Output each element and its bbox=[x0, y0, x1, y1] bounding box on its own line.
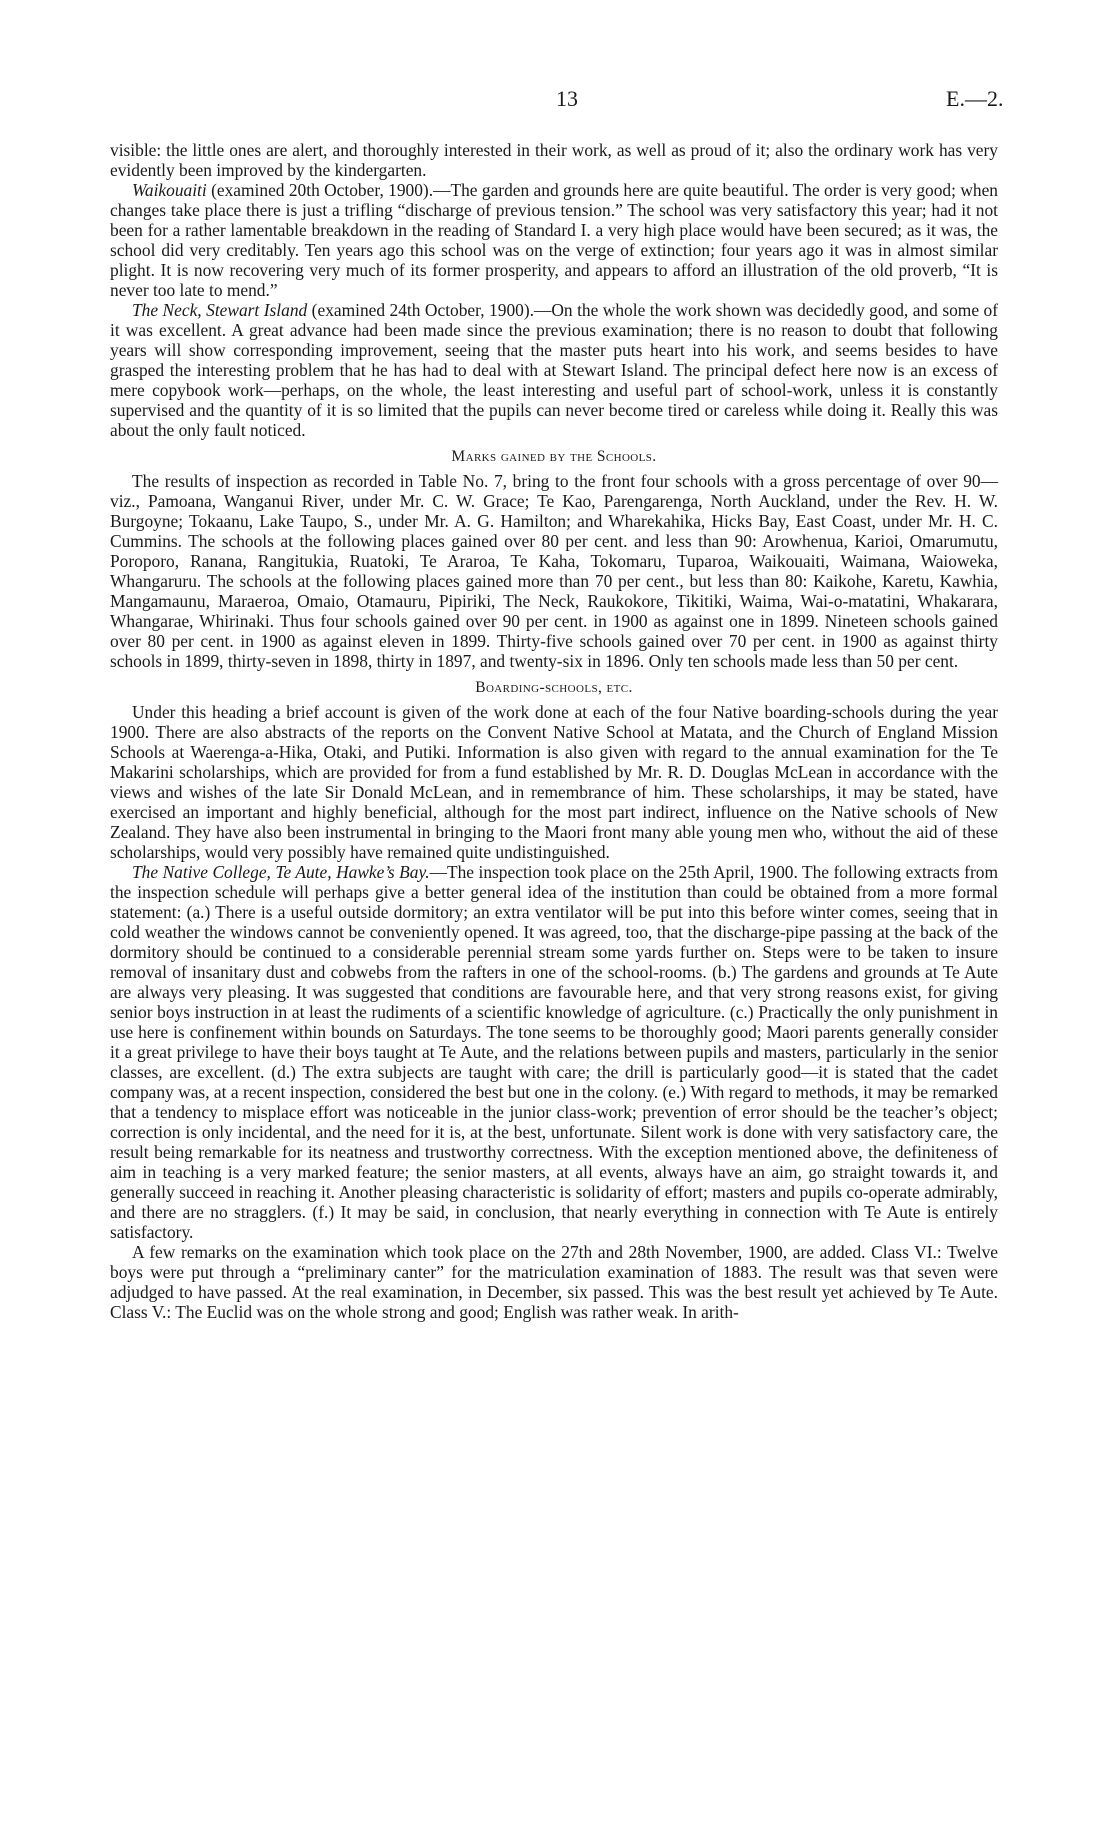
page-number: 13 bbox=[556, 86, 578, 111]
school-name: Waikouaiti bbox=[132, 180, 207, 200]
paragraph-te-aute bbox=[110, 862, 998, 1242]
paragraph-examination: A few remarks on the examination which took place on the 27th and 28th November, 1900, are added. Class VI.: Twelve boys were put through a “preliminary canter” for the matriculation examination of 1883. The result was that seven were adjudged to have passed. At the real examination, in December, six passed. This was the best result yet achieved by Te Aute. Class V.: The Euclid was on the whole strong and good; English was rather weak. In arith- bbox=[110, 1242, 998, 1322]
paragraph-text: (examined 24th October, 1900).—On the whole the work shown was decidedly good, and some of it was excellent. A great advance had been made since the previous examination; there is no reason to doubt that following years will show corresponding improvement, seeing that the master puts heart into his work, and seems besides to have grasped the interesting problem that he has had to deal with at Stewart Island. The principal defect here now is an excess of mere copybook work—perhaps, on the whole, the least interesting and useful part of school-work, unless it is constantly supervised and the quantity of it is so limited that the pupils can never become tired or careless while doing it. Really this was about the only fault noticed. bbox=[110, 300, 998, 440]
paragraph-continuation: visible: the little ones are alert, and thoroughly interested in their work, as well as proud of it; also the ordinary work has very evidently been improved by the kindergarten. bbox=[110, 140, 998, 180]
body-text bbox=[110, 140, 998, 1322]
section-heading-marks: Marks gained by the Schools. bbox=[451, 448, 657, 465]
paragraph-marks: The results of inspection as recorded in Table No. 7, bring to the front four schools with a gross percentage of over 90—viz., Pamoana, Wanganui River, under Mr. C. W. Grace; Te Kao, Parengarenga, North Auckland, under the Rev. H. W. Burgoyne; Tokaanu, Lake Taupo, S., under Mr. A. G. Hamilton; and Wharekahika, Hicks Bay, East Coast, under Mr. H. C. Cummins. The schools at the following places gained over 80 per cent. and less than 90: Arowhenua, Karioi, Omarumutu, Poroporo, Ranana, Rangitukia, Ruatoki, Te Araroa, Te Kaha, Tokomaru, Tuparoa, Waikouaiti, Waimana, Waioweka, Whangaruru. The schools at the following places gained more than 70 per cent., but less than 80: Kaikohe, Karetu, Kawhia, Mangamaunu, Maraeroa, Omaio, Otamauru, Pipiriki, The Neck, Raukokore, Tikitiki, Waima, Wai-o-matatini, Whakarara, Whangarae, Whirinaki. Thus four schools gained over 90 per cent. in 1900 as against one in 1899. Nineteen schools gained over 80 per cent. in 1900 as against eleven in 1899. Thirty-five schools gained over 70 per cent. in 1900 as against thirty schools in 1899, thirty-seven in 1898, thirty in 1897, and twenty-six in 1896. Only ten schools made less than 50 per cent. bbox=[110, 471, 998, 671]
document-code: E.—2. bbox=[946, 86, 1004, 111]
school-name: The Native College, Te Aute, Hawke’s Bay. bbox=[132, 862, 430, 882]
section-heading-boarding-schools: Boarding-schools, etc. bbox=[475, 679, 633, 696]
paragraph-boarding-schools: Under this heading a brief account is given of the work done at each of the four Native boarding-schools during the year 1900. There are also abstracts of the reports on the Convent Native School at Matata, and the Church of England Mission Schools at Waerenga-a-Hika, Otaki, and Putiki. Information is also given with regard to the annual examination for the Te Makarini scholarships, which are provided for from a fund established by Mr. R. D. Douglas McLean in accordance with the views and wishes of the late Sir Donald McLean, and in remembrance of him. These scholarships, it may be stated, have exercised an important and highly beneficial, although for the most part indirect, influence on the Native schools of New Zealand. They have also been instrumental in bringing to the Maori front many able young men who, without the aid of these scholarships, would very possibly have remained quite undistinguished. bbox=[110, 702, 998, 862]
paragraph-waikouaiti bbox=[110, 180, 998, 300]
school-name: The Neck, Stewart Island bbox=[132, 300, 308, 320]
paragraph-text: —The inspection took place on the 25th April, 1900. The following extracts from the inspection schedule will perhaps give a better general idea of the institution than could be obtained from a more formal statement: (a.) There is a useful outside dormitory; an extra ventilator will be put into this before winter comes, seeing that in cold weather the windows cannot be conveniently opened. It was agreed, too, that the discharge-pipe passing at the back of the dormitory should be continued to a considerable perennial stream some yards further on. Steps were to be taken to insure removal of insanitary dust and cobwebs from the rafters in one of the school-rooms. (b.) The gardens and grounds at Te Aute are always very pleasing. It was suggested that conditions are favourable here, and that very strong reasons exist, for giving senior boys instruction in at least the rudiments of a scientific knowledge of agriculture. (c.) Practically the only punishment in use here is confinement within bounds on Saturdays. The tone seems to be thoroughly good; Maori parents generally consider it a great privilege to have their boys taught at Te Aute, and the relations between pupils and masters, particularly in the senior classes, are excellent. (d.) The extra subjects are taught with care; the drill is particularly good—it is stated that the cadet company was, at a recent inspection, considered the best but one in the colony. (e.) With regard to methods, it may be remarked that a tendency to misplace effort was noticeable in the junior class-work; prevention of error should be the teacher’s object; correction is only incidental, and the need for it is, at the best, unfortunate. Silent work is done with very satisfactory care, the result being remarkable for its neatness and trustworthy correctness. With the exception mentioned above, the definiteness of aim in teaching is a very marked feature; the senior masters, at all events, always have an aim, go straight towards it, and generally succeed in reaching it. Another pleasing characteristic is solidarity of effort; masters and pupils co-operate admirably, and there are no stragglers. (f.) It may be said, in conclusion, that nearly everything in connection with Te Aute is entirely satisfactory. bbox=[110, 862, 998, 1242]
paragraph-the-neck bbox=[110, 300, 998, 440]
paragraph-text: (examined 20th October, 1900).—The garden and grounds here are quite beautiful. The order is very good; when changes take place there is just a trifling “discharge of previous tension.” The school was very satisfactory this year; had it not been for a rather lamentable breakdown in the reading of Standard I. a very high place would have been secured; as it was, the school did very creditably. Ten years ago this school was on the verge of extinction; four years ago it was in almost similar plight. It is now recovering very much of its former prosperity, and appears to afford an illustration of the old proverb, “It is never too late to mend.” bbox=[110, 180, 998, 300]
